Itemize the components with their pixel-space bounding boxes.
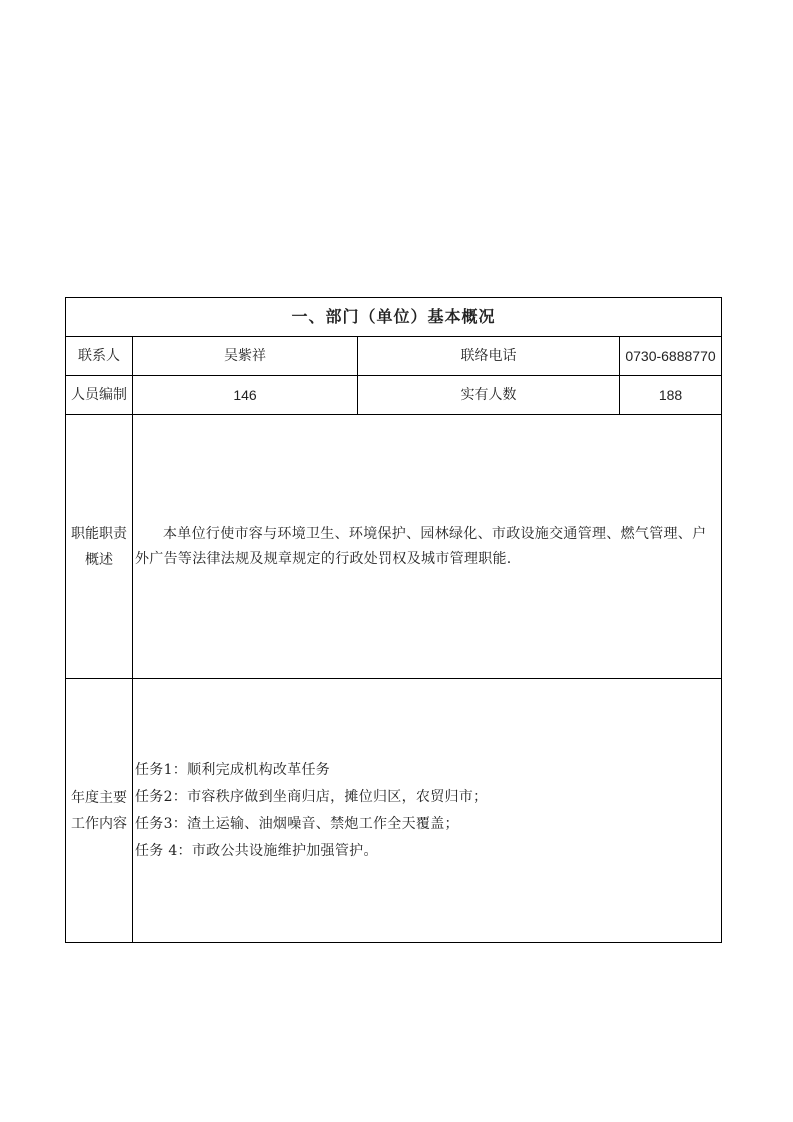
staff-quota-label: 人员编制 <box>66 376 133 415</box>
task-item: 任务2：市容秩序做到坐商归店，摊位归区，农贸归市； <box>135 788 488 805</box>
duties-text: 本单位行使市容与环境卫生、环境保护、园林绿化、市政设施交通管理、燃气管理、户外广告等法律法规及规章规定的行政处罚权及城市管理职能. <box>135 525 707 567</box>
task-item: 任务 4：市政公共设施维护加强管护。 <box>135 842 378 859</box>
table-title: 一、部门（单位）基本概况 <box>66 298 722 337</box>
department-overview-table <box>65 297 722 943</box>
phone-value: 0730-6888770 <box>620 337 722 376</box>
annual-work-label <box>66 679 133 943</box>
annual-work-tasks <box>133 679 722 943</box>
annual-work-label-line2: 工作内容 <box>71 815 127 832</box>
task-item: 任务1：顺利完成机构改革任务 <box>135 761 331 778</box>
contact-label: 联系人 <box>66 337 133 376</box>
duties-label-line2: 概述 <box>85 551 113 568</box>
annual-work-label-line1: 年度主要 <box>71 789 127 806</box>
duties-label-line1: 职能职责 <box>71 525 127 542</box>
phone-label: 联络电话 <box>358 337 620 376</box>
contact-value: 吴紫祥 <box>133 337 358 376</box>
duties-label <box>66 415 133 679</box>
staff-quota-value: 146 <box>133 376 358 415</box>
duties-description <box>133 415 722 679</box>
staff-actual-label: 实有人数 <box>358 376 620 415</box>
task-item: 任务3：渣土运输、油烟噪音、禁炮工作全天覆盖； <box>135 815 459 832</box>
staff-actual-value: 188 <box>620 376 722 415</box>
